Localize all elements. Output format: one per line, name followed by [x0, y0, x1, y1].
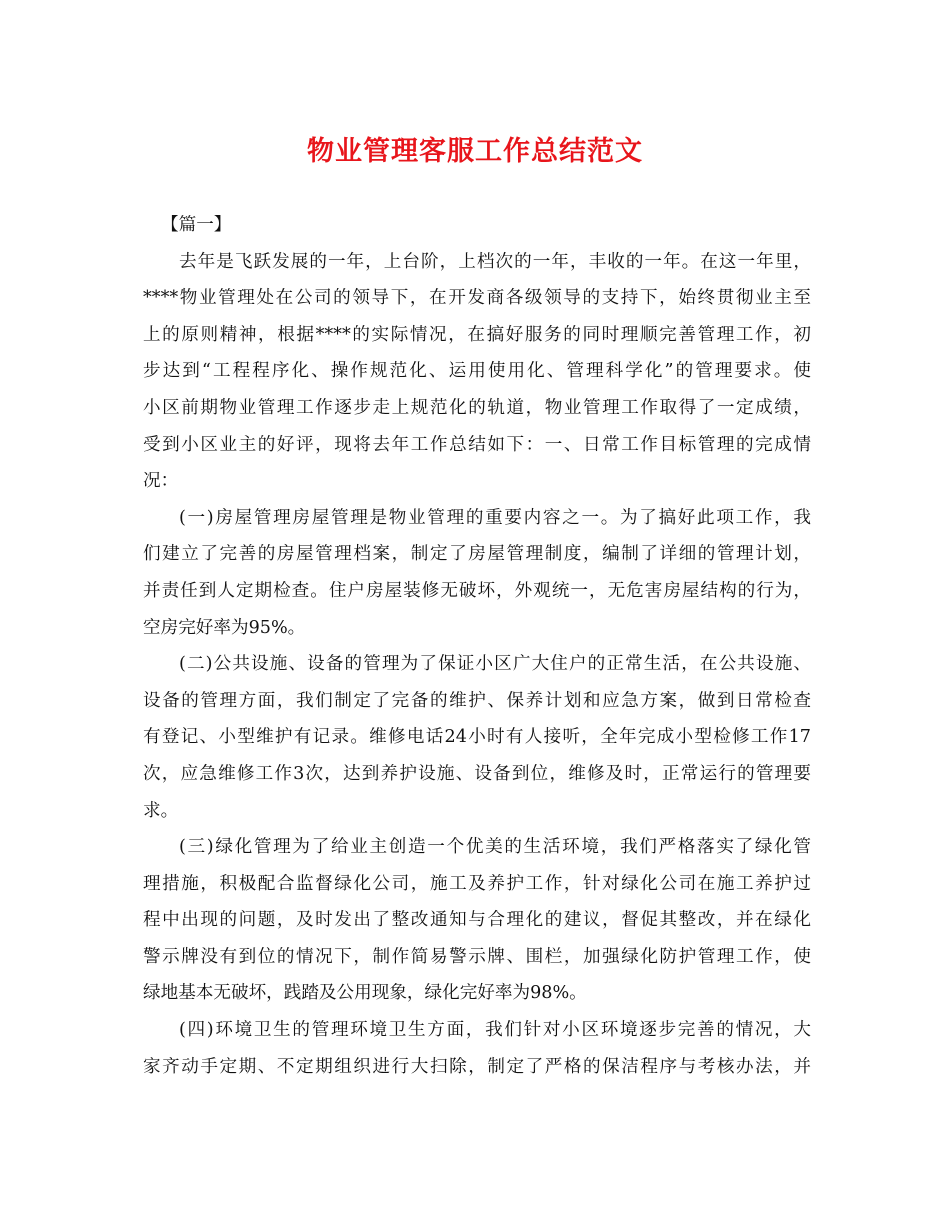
paragraph-line: 程中出现的问题，及时发出了整改通知与合理化的建议，督促其整改，并在绿化 — [143, 910, 811, 931]
paragraph-line: (三)绿化管理为了给业主创造一个优美的生活环境，我们严格落实了绿化管 — [179, 837, 811, 858]
paragraph-line: 受到小区业主的好评，现将去年工作总结如下：一、日常工作目标管理的完成情 — [143, 434, 811, 455]
paragraph-line: 小区前期物业管理工作逐步走上规范化的轨道，物业管理工作取得了一定成绩， — [143, 397, 811, 418]
paragraph-4 — [143, 829, 811, 1012]
paragraph-line: 步达到“工程程序化、操作规范化、运用使用化、管理科学化”的管理要求。使 — [143, 361, 811, 382]
document-title: 物业管理客服工作总结范文 — [307, 136, 643, 167]
paragraph-line: 们建立了完善的房屋管理档案，制定了房屋管理制度，编制了详细的管理计划， — [143, 544, 811, 565]
paragraph-line: 绿地基本无破坏，践踏及公用现象，绿化完好率为98%。 — [143, 983, 587, 1004]
document-body — [143, 207, 811, 1085]
paragraph-line: 空房完好率为95%。 — [143, 617, 306, 638]
paragraph-line: 有登记、小型维护有记录。维修电话24小时有人接听，全年完成小型检修工作17 — [143, 727, 811, 748]
paragraph-line: 求。 — [143, 800, 179, 821]
paragraph-2 — [143, 500, 811, 646]
paragraph-line: (四)环境卫生的管理环境卫生方面，我们针对小区环境逐步完善的情况，大 — [179, 1020, 811, 1041]
paragraph-line: 况： — [143, 471, 179, 492]
paragraph-1 — [143, 244, 811, 500]
paragraph-line: ****物业管理处在公司的领导下，在开发商各级领导的支持下，始终贯彻业主至 — [143, 288, 811, 309]
paragraph-line: 次，应急维修工作3次，达到养护设施、设备到位，维修及时，正常运行的管理要 — [143, 763, 811, 784]
paragraph-line: 去年是飞跃发展的一年，上台阶，上档次的一年，丰收的一年。在这一年里， — [179, 251, 811, 272]
section-label: 【篇一】 — [161, 215, 232, 235]
paragraph-line: (一)房屋管理房屋管理是物业管理的重要内容之一。为了搞好此项工作，我 — [179, 507, 811, 528]
paragraph-line: (二)公共设施、设备的管理为了保证小区广大住户的正常生活，在公共设施、 — [179, 654, 811, 675]
paragraph-line: 理措施，积极配合监督绿化公司，施工及养护工作，针对绿化公司在施工养护过 — [143, 873, 811, 894]
paragraph-3 — [143, 646, 811, 829]
paragraph-line: 并责任到人定期检查。住户房屋装修无破坏，外观统一，无危害房屋结构的行为， — [143, 580, 811, 601]
paragraph-line: 家齐动手定期、不定期组织进行大扫除，制定了严格的保洁程序与考核办法，并 — [143, 1056, 811, 1077]
paragraph-line: 上的原则精神，根据****的实际情况，在搞好服务的同时理顺完善管理工作，初 — [143, 324, 811, 345]
paragraph-5 — [143, 1012, 811, 1085]
paragraph-line: 设备的管理方面，我们制定了完备的维护、保养计划和应急方案，做到日常检查 — [143, 690, 811, 711]
paragraph-line: 警示牌没有到位的情况下，制作简易警示牌、围栏，加强绿化防护管理工作，使 — [143, 946, 811, 967]
